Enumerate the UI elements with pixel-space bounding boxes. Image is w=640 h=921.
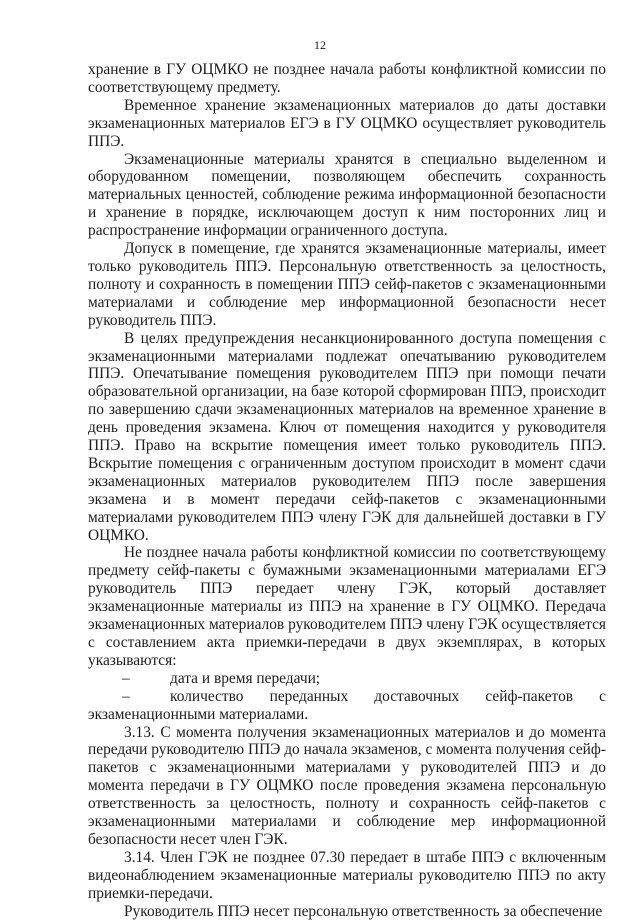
paragraph-storage-continuation: хранение в ГУ ОЦМКО не позднее начала работы конфликтной комиссии по соответствующему предмету. (88, 61, 606, 96)
paragraph-3-13: 3.13. С момента получения экзаменационных материалов и до момента передачи руководителю ППЭ до начала экзаменов, с момента получения сейф-пакетов с экзаменационными материалами у руководителей ППЭ и до момента передачи в ГУ ОЦМКО после проведения экзамена персональную ответственность за целостность, полноту и сохранность сейф-пакетов с экзаменационными материалами и соблюдение мер информационной безопасности несет член ГЭК. (88, 723, 606, 848)
paragraph-temporary-storage: Временное хранение экзаменационных материалов до даты доставки экзаменационных материалов ЕГЭ в ГУ ОЦМКО осуществляет руководитель ППЭ. (88, 96, 606, 150)
paragraph-3-14: 3.14. Член ГЭК не позднее 07.30 передает в штабе ППЭ с включенным видеонаблюдением экзаменационные материалы руководителю ППЭ по акту приемки-передачи. (88, 848, 606, 902)
list-dash: – (122, 669, 130, 687)
list-item (88, 670, 606, 688)
page-number: 12 (314, 38, 326, 52)
list-item-text: дата и время передачи; (170, 669, 321, 687)
document-body (88, 61, 606, 921)
list-item-text: количество переданных доставочных сейф-пакетов с (170, 687, 606, 705)
list-item-continuation: экзаменационными материалами. (88, 705, 309, 723)
paragraph-responsibility: Руководитель ППЭ несет персональную ответственность за обеспечение (124, 902, 603, 920)
paragraph-storage-room: Экзаменационные материалы хранятся в специально выделенном и оборудованном помещении, позволяющем обеспечить сохранность материальных ценностей, соблюдение режима информационной безопасности и хранение в порядке, исключающем доступ к ним посторонних лиц и распространение информации ограниченного доступа. (88, 150, 606, 240)
paragraph-room-access: Допуск в помещение, где хранятся экзаменационные материалы, имеет только руководитель ППЭ. Персональную ответственность за целостность, полноту и сохранность в помещении ППЭ сейф-пакетов с экзаменационными материалами и соблюдение мер информационной безопасности несет руководитель ППЭ. (88, 240, 606, 329)
paragraph-room-sealing: В целях предупреждения несанкционированного доступа помещения с экзаменационными материалами подлежат опечатыванию руководителем ППЭ. Опечатывание помещения руководителем ППЭ при помощи печати образовательной организации, на базе которой сформирован ППЭ, происходит по завершению сдачи экзаменационных материалов на временное хранение в день проведения экзамена. Ключ от помещения находится у руководителя ППЭ. Право на вскрытие помещения имеет только руководитель ППЭ. Вскрытие помещения с ограниченным доступом происходит в момент сдачи экзаменационных материалов руководителем ППЭ после завершения экзамена и в момент передачи сейф-пакетов с экзаменационными материалами руководителем ППЭ члену ГЭК для дальнейшей доставки в ГУ ОЦМКО. (88, 329, 606, 544)
paragraph-safe-packet-transfer: Не позднее начала работы конфликтной комиссии по соответствующему предмету сейф-пакеты с бумажными экзаменационными материалами ЕГЭ руководитель ППЭ передает члену ГЭК, который доставляет экзаменационные материалы из ППЭ на хранение в ГУ ОЦМКО. Передача экзаменационных материалов руководителем ППЭ члену ГЭК осуществляется с составлением акта приемки-передачи в двух экземплярах, в которых указываются: (88, 544, 606, 669)
list-dash: – (122, 687, 130, 705)
list-item (88, 688, 606, 706)
